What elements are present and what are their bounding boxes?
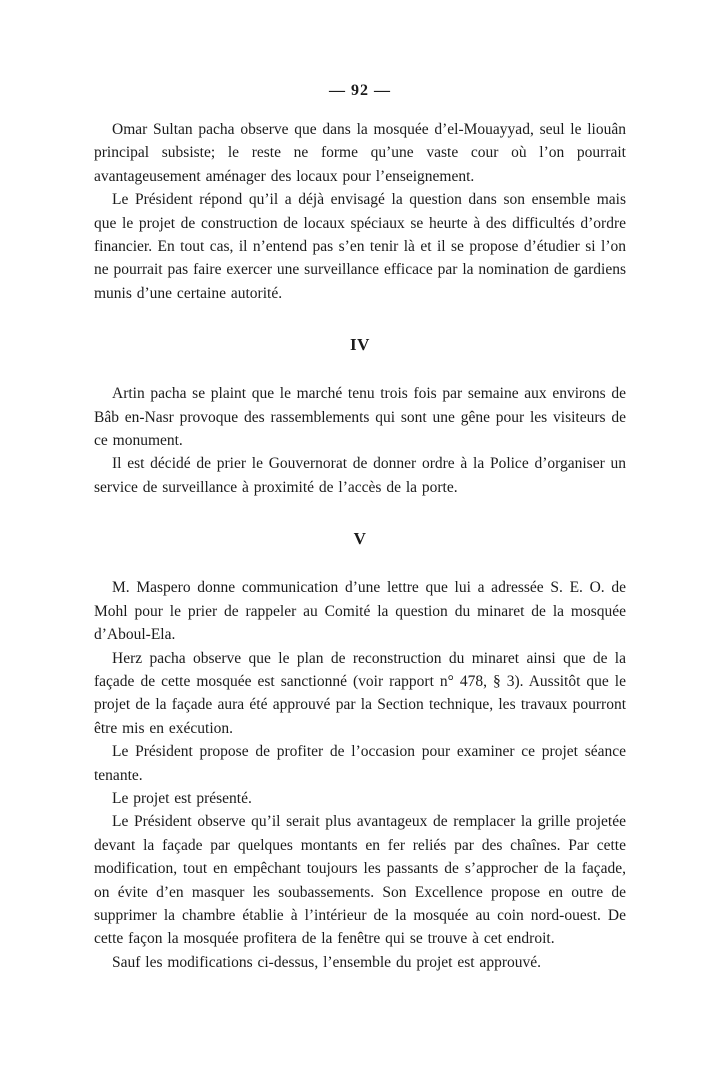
section-heading-iv: IV bbox=[350, 335, 370, 355]
section-iv bbox=[94, 382, 626, 499]
paragraph: Le Président observe qu’il serait plus avantageux de remplacer la grille projetée devant la façade par quelques montants en fer reliés par des chaînes. Par cette modification, tout en empêchant toujours les passants de s’approcher de la façade, on évite d’en masquer les soubassements. Son Excellence propose en outre de supprimer la chambre établie à l’intérieur de la mosquée au coin nord-ouest. De cette façon la mosquée profitera de la fenêtre qui se trouve à cet endroit. bbox=[94, 813, 626, 948]
page-number: — 92 — bbox=[329, 82, 391, 99]
section-v bbox=[94, 576, 626, 974]
paragraph: Le Président propose de profiter de l’occasion pour examiner ce projet séance tenante. bbox=[94, 743, 626, 784]
section-opening bbox=[94, 118, 626, 305]
paragraph: M. Maspero donne communication d’une lettre que lui a adressée S. E. O. de Mohl pour le prier de rappeler au Comité la question du minaret de la mosquée d’Aboul-Ela. bbox=[94, 579, 626, 644]
paragraph: Sauf les modifications ci-dessus, l’ensemble du projet est approuvé. bbox=[112, 953, 541, 971]
paragraph: Le Président répond qu’il a déjà envisagé la question dans son ensemble mais que le projet de construction de locaux spéciaux se heurte à des difficultés d’ordre financier. En tout cas, il n’entend pas s’en tenir là et il se propose d’étudier si l’on ne pourrait pas faire exercer une surveillance efficace par la nomination de gardiens munis d’une certaine autorité. bbox=[94, 191, 626, 302]
paragraph: Il est décidé de prier le Gouvernorat de donner ordre à la Police d’organiser un service de surveillance à proximité de l’accès de la porte. bbox=[94, 455, 626, 496]
paragraph: Le projet est présenté. bbox=[112, 789, 252, 807]
paragraph: Herz pacha observe que le plan de reconstruction du minaret ainsi que de la façade de cette mosquée est sanctionné (voir rapport n° 478, § 3). Aussitôt que le projet de la façade aura été approuvé par la Section technique, les travaux pourront être mis en exécution. bbox=[94, 649, 626, 737]
section-heading-v: V bbox=[353, 529, 367, 549]
paragraph: Artin pacha se plaint que le marché tenu trois fois par semaine aux environs de Bâb en-Nasr provoque des rassemblements qui sont une gêne pour les visiteurs de ce monument. bbox=[94, 385, 626, 450]
paragraph: Omar Sultan pacha observe que dans la mosquée d’el-Mouayyad, seul le liouân principal subsiste; le reste ne forme qu’une vaste cour où l’on pourrait avantageusement aménager des locaux pour l’enseignement. bbox=[94, 121, 626, 185]
